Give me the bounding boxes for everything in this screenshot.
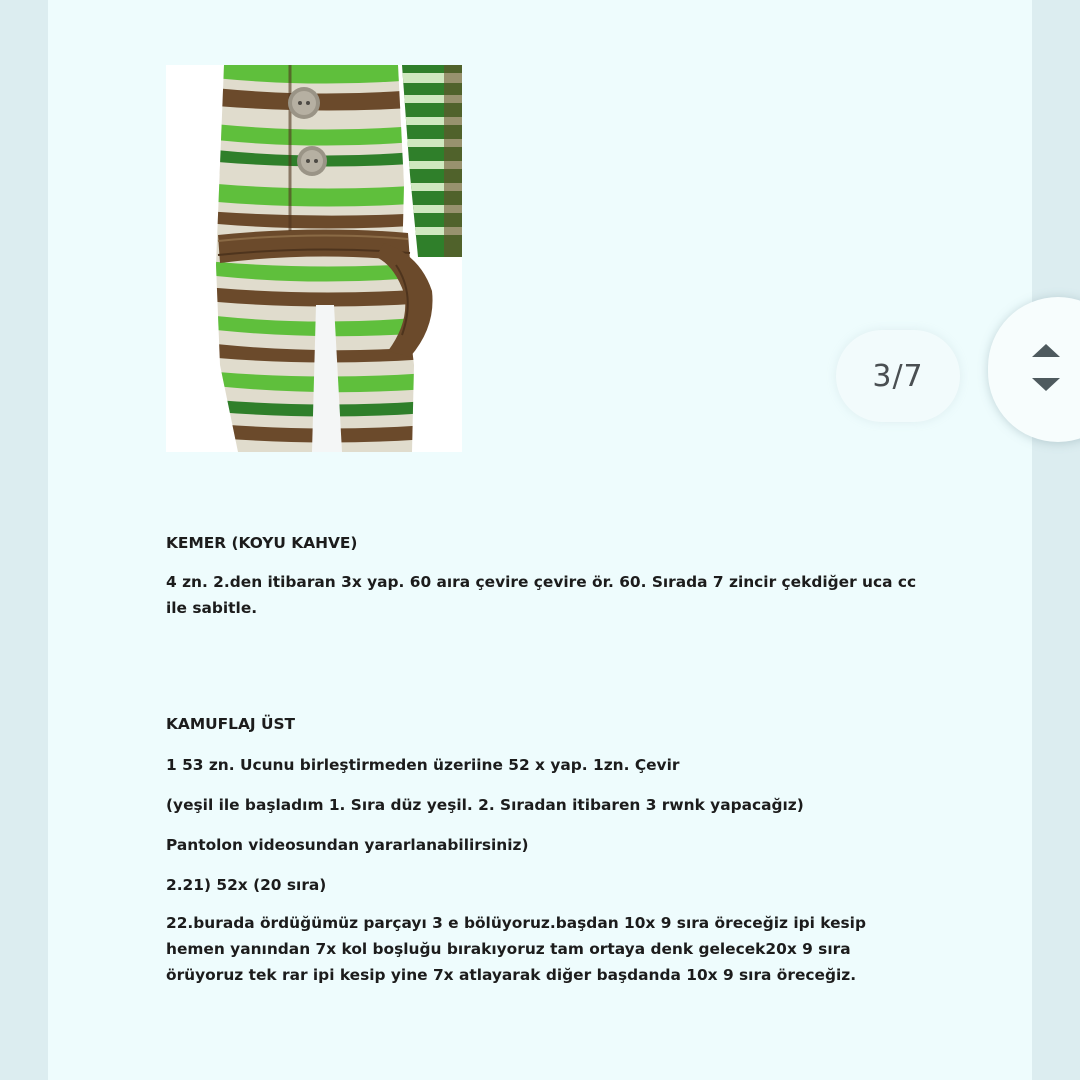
camo-top-rows-2-21: 2.21) 52x (20 sıra) bbox=[166, 876, 327, 894]
page-counter-badge bbox=[836, 330, 960, 422]
page-counter-text: 3/7 bbox=[872, 358, 924, 394]
camo-outfit-illustration bbox=[166, 65, 462, 452]
crochet-doll-photo bbox=[166, 65, 462, 452]
next-page-button[interactable] bbox=[1026, 372, 1066, 402]
camo-top-row-22: 22.burada ördüğümüz parçayı 3 e bölüyoruz.başdan 10x 9 sıra öreceğiz ipi kesip hemen yanından 7x kol boşluğu bırakıyoruz tam ortaya denk gelecek20x 9 sıra örüyoruz tek rar ipi kesip yine 7x atlayarak diğer başdanda 10x 9 sıra öreceğiz. bbox=[166, 914, 866, 984]
previous-page-button[interactable] bbox=[1026, 337, 1066, 367]
camo-top-row-1: 1 53 zn. Ucunu birleştirmeden üzeriine 52 x yap. 1zn. Çevir bbox=[166, 756, 680, 774]
belt-instruction-paragraph: 4 zn. 2.den itibaran 3x yap. 60 aıra çevire çevire ör. 60. Sırada 7 zincir çekdiğer uca cc ile sabitle. bbox=[166, 573, 917, 617]
section-heading-belt: KEMER (KOYU KAHVE) bbox=[166, 534, 358, 552]
right-margin bbox=[1032, 0, 1080, 1080]
left-margin bbox=[0, 0, 48, 1080]
triangle-up-icon bbox=[1026, 337, 1066, 367]
camo-top-video-note: Pantolon videosundan yararlanabilirsiniz) bbox=[166, 836, 529, 854]
section-heading-camo-top: KAMUFLAJ ÜST bbox=[166, 715, 296, 733]
camo-top-color-note: (yeşil ile başladım 1. Sıra düz yeşil. 2. Sıradan itibaren 3 rwnk yapacağız) bbox=[166, 796, 804, 814]
triangle-down-icon bbox=[1026, 372, 1066, 402]
